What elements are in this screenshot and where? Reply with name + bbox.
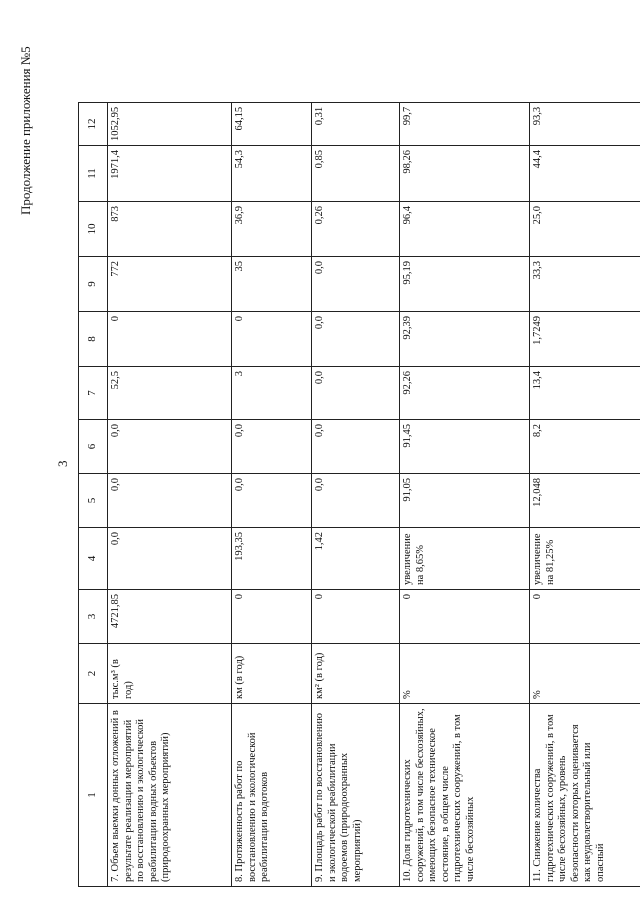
table-cell: 772: [108, 257, 232, 312]
table-cell: увеличение на 8,65%: [400, 528, 530, 590]
table-cell: 0,85: [312, 146, 400, 202]
table-cell: 0,0: [312, 420, 400, 474]
column-number: 2: [79, 644, 108, 704]
table-row: [400, 102, 530, 886]
table-cell: 873: [108, 202, 232, 257]
table-cell: 35: [232, 257, 312, 312]
table-cell: 193,35: [232, 528, 312, 590]
column-number: 9: [79, 257, 108, 312]
table-cell: 0: [400, 590, 530, 644]
table-cell: 0,0: [108, 420, 232, 474]
table-cell: 13,4: [530, 367, 640, 420]
table-cell: 0,0: [232, 474, 312, 528]
table-cell: 12,048: [530, 474, 640, 528]
table-cell: 95,19: [400, 257, 530, 312]
indicator-name: 7. Объем выемки донных отложений в результате реализации мероприятий по восстановлению и экологической реабилитации водных объектов (природоохранных мероприятий): [108, 704, 232, 887]
column-number: 3: [79, 590, 108, 644]
column-number: 4: [79, 528, 108, 590]
table-row: [312, 102, 400, 886]
column-number-row: [79, 102, 108, 886]
table-cell: 64,15: [232, 102, 312, 145]
table-cell: 99,7: [400, 102, 530, 145]
table-cell: 52,5: [108, 367, 232, 420]
table-cell: 0,26: [312, 202, 400, 257]
indicator-unit: %: [400, 644, 530, 704]
table-cell: 4721,85: [108, 590, 232, 644]
indicator-name: 11. Снижение количества гидротехнических сооружений, в том числе бесхозяйных, уровень безопасности которых оценивается как неудовлетворительный или опасный: [530, 704, 640, 887]
table-cell: 0: [312, 590, 400, 644]
table-cell: 92,26: [400, 367, 530, 420]
page-number: 3: [55, 460, 70, 467]
column-number: 10: [79, 202, 108, 257]
table-cell: 36,9: [232, 202, 312, 257]
table-cell: 96,4: [400, 202, 530, 257]
column-number: 8: [79, 312, 108, 367]
table-cell: 1,7249: [530, 312, 640, 367]
table-cell: 0,31: [312, 102, 400, 145]
table-cell: 8,2: [530, 420, 640, 474]
appendix-caption: Продолжение приложения №5: [18, 46, 33, 215]
table-cell: 1052,95: [108, 102, 232, 145]
indicator-unit: км² (в год): [312, 644, 400, 704]
column-number: 11: [79, 146, 108, 202]
table-cell: 0: [232, 590, 312, 644]
table-cell: 25,0: [530, 202, 640, 257]
indicator-name: 8. Протяженность работ по восстановлению и экологической реабилитации водотоков: [232, 704, 312, 887]
table-cell: 44,4: [530, 146, 640, 202]
indicators-table: [78, 102, 640, 887]
table-cell: 0,0: [108, 528, 232, 590]
column-number: 5: [79, 474, 108, 528]
table-row: [232, 102, 312, 886]
table-cell: 0,0: [108, 474, 232, 528]
table-cell: 0: [108, 312, 232, 367]
table-cell: 98,26: [400, 146, 530, 202]
table-cell: 0: [232, 312, 312, 367]
table-cell: 93,3: [530, 102, 640, 145]
table-cell: 0,0: [312, 312, 400, 367]
indicator-unit: тыс.м³ (в год): [108, 644, 232, 704]
table-cell: 1,42: [312, 528, 400, 590]
indicator-unit: %: [530, 644, 640, 704]
indicator-name: 9. Площадь работ по восстановлению и экологической реабилитации водоемов (природоохранных мероприятий): [312, 704, 400, 887]
column-number: 12: [79, 102, 108, 145]
table-cell: 54,3: [232, 146, 312, 202]
table-cell: 0: [530, 590, 640, 644]
column-number: 1: [79, 704, 108, 887]
table-cell: 0,0: [312, 474, 400, 528]
table-cell: 1971,4: [108, 146, 232, 202]
column-number: 7: [79, 367, 108, 420]
column-number: 6: [79, 420, 108, 474]
table-row: [530, 102, 640, 886]
table-cell: 33,3: [530, 257, 640, 312]
table-row: [108, 102, 232, 886]
table-cell: увеличение на 81,25%: [530, 528, 640, 590]
table-cell: 92,39: [400, 312, 530, 367]
indicator-name: 10. Доля гидротехнических сооружений, в том числе бесхозяйных, имеющих безопасное техническое состояние, в общем числе гидротехнических сооружений, в том числе бесхозяйных: [400, 704, 530, 887]
table-cell: 0,0: [312, 257, 400, 312]
indicator-unit: км (в год): [232, 644, 312, 704]
table-cell: 0,0: [312, 367, 400, 420]
table-cell: 3: [232, 367, 312, 420]
table-cell: 91,45: [400, 420, 530, 474]
table-cell: 0,0: [232, 420, 312, 474]
table-cell: 91,05: [400, 474, 530, 528]
